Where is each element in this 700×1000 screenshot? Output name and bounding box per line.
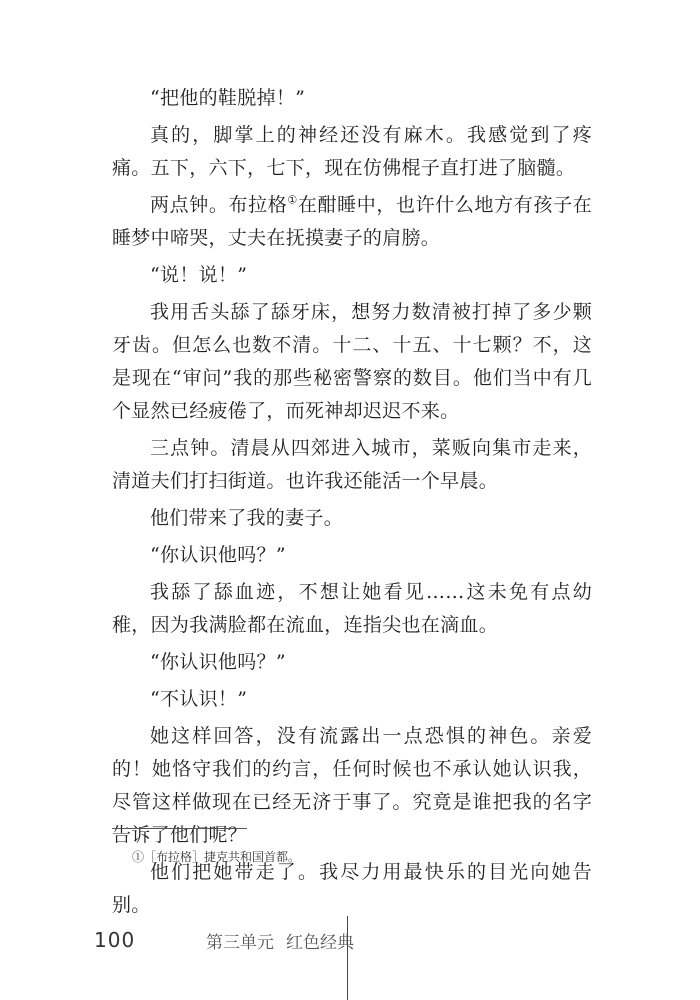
paragraph: 我用舌头舔了舔牙床，想努力数清被打掉了多少颗牙齿。但怎么也数不清。十二、十五、十七颗？不，这是现在“审问”我的那些秘密警察的数目。他们当中有几个显然已经疲倦了，而死神却迟迟不来。 [112,301,592,422]
paragraph: “不认识！” [150,688,248,710]
footnote-reference[interactable]: ① [287,193,298,207]
paragraph: “你认识他吗？” [150,544,286,566]
footer-divider [347,916,348,1000]
paragraph: “说！说！” [150,264,248,286]
footnote-divider [112,828,247,829]
page-number: 100 [94,928,136,952]
body-text [112,82,592,926]
paragraph: 她这样回答，没有流露出一点恐惧的神色。亲爱的！她恪守我们的约言，任何时候也不承认她认识我，尽管这样做现在已经无济于事了。究竟是谁把我的名字告诉了他们呢？ [112,725,592,846]
footnote: ①［布拉格］捷克共和国首都。 [132,850,301,864]
unit-label: 第三单元 [206,933,274,953]
paragraph: 真的，脚掌上的神经还没有麻木。我感觉到了疼痛。五下，六下，七下，现在仿佛棍子直打进了脑髓。 [112,124,592,179]
paragraph: 三点钟。清晨从四郊进入城市，菜贩向集市走来，清道夫们打扫街道。也许我还能活一个早晨。 [112,437,592,492]
paragraph-text: 在酣睡中，也许什么地方有孩子在睡梦中啼哭，丈夫在抚摸妻子的肩膀。 [112,194,592,249]
paragraph: 他们把她带走了。我尽力用最快乐的目光向她告别。 [112,861,592,916]
running-footer [206,928,366,953]
unit-title: 红色经典 [286,933,354,953]
paragraph: “你认识他吗？” [150,651,286,673]
paragraph: “把他的鞋脱掉！” [150,87,306,109]
paragraph: 他们带来了我的妻子。 [150,507,344,529]
paragraph-text: 两点钟。布拉格 [150,194,288,216]
paragraph [112,189,592,255]
paragraph: 我舔了舔血迹，不想让她看见……这未免有点幼稚，因为我满脸都在流血，连指尖也在滴血。 [112,581,592,636]
